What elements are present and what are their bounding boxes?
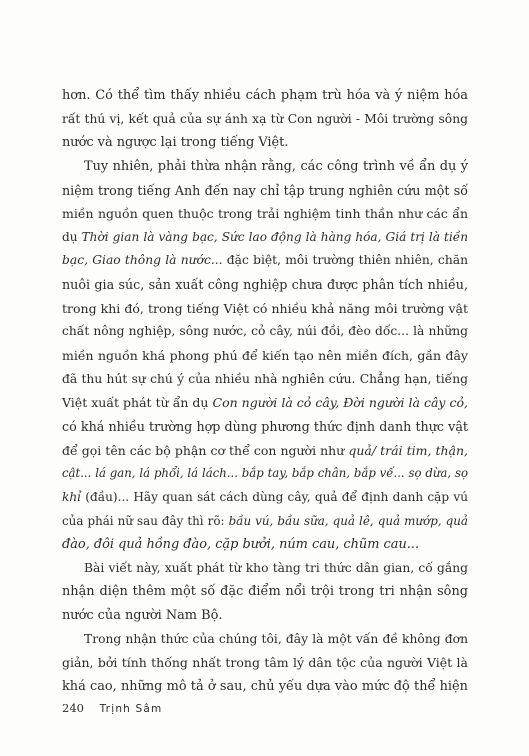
text-run: Việt xuất phát từ ẩn dụ (62, 395, 213, 411)
text-run: nuôi gia súc, sản xuất công nghiệp chưa được phân tích nhiều, (62, 277, 468, 293)
italic-text: bầu vú, bầu sữa, quả lê, quả mướp, quả (228, 513, 468, 528)
text-run: đặc biệt, môi trường thiên nhiên, chăn (222, 253, 468, 268)
text-run: rất thú vị, kết quả của sự ánh xạ từ Con người - Môi trường sông (62, 111, 468, 126)
text-line (62, 155, 468, 179)
text-run: đã thu hút sự chú ý của nhiều nhà nghiên cứu. Chẳng hạn, tiếng (62, 371, 468, 386)
text-line (62, 249, 468, 273)
text-line (62, 462, 468, 486)
text-line (62, 628, 468, 652)
text-run: (đầu)... Hãy quan sát cách dùng cây, quả để định danh cặp vú (81, 489, 468, 504)
text-run: trong khi đó, trong tiếng Việt có nhiều khả năng môi trường vật (62, 300, 468, 316)
text-line (62, 675, 468, 699)
text-run: để gọi tên các bộ phận cơ thể con người như (62, 442, 349, 458)
text-line (62, 604, 468, 628)
page-number: 240 (62, 701, 84, 715)
text-line (62, 533, 468, 557)
text-run: khá cao, những mô tả ở sau, chủ yếu dựa vào mức độ thể hiện (62, 679, 468, 695)
italic-text: đào, đôi quả hồng đào, cặp bưởi, núm cau, chũm cau... (62, 537, 420, 553)
text-line (62, 320, 468, 344)
body-text (62, 84, 468, 699)
text-line (62, 226, 468, 250)
text-line (62, 391, 468, 415)
italic-text: bạc, Giao thông là nước... (62, 253, 223, 268)
text-run: của phái nữ sau đây thì rõ: (62, 513, 229, 528)
text-line (62, 202, 468, 226)
page-footer (62, 701, 163, 715)
text-run: dụ (62, 229, 82, 244)
text-line (62, 651, 468, 675)
text-run: chất nông nghiệp, sông nước, cỏ cây, núi đồi, đèo dốc... là những (62, 324, 468, 339)
text-line (62, 84, 468, 108)
paragraph (62, 84, 468, 155)
text-run: miền nguồn khá phong phú để kiến tạo nên miền đích, gần đây (62, 348, 468, 364)
text-run: có khá nhiều trường hợp dùng phương thức định danh thực vật (62, 418, 468, 434)
paragraph (62, 557, 468, 628)
text-run: Trong nhận thức của chúng tôi, đây là một vấn đề không đơn (84, 631, 468, 646)
text-line (62, 510, 468, 534)
text-run: giản, bởi tính thống nhất trong tâm lý dân tộc của người Việt là (62, 655, 468, 671)
italic-text: Thời gian là vàng bạc, Sức lao động là hàng hóa, Giá trị là tiền (81, 229, 468, 244)
text-run: nước và ngược lại trong tiếng Việt. (62, 135, 289, 151)
paragraph (62, 628, 468, 699)
italic-text: quả/ trái tim, thận, (348, 442, 469, 458)
italic-text: cật... lá gan, lá phổi, lá lách... bắp tay, bắp chân, bắp vế... sọ dừa, sọ (62, 466, 468, 481)
text-run: miền nguồn quen thuộc trong trải nghiệm tinh thần như các ẩn (62, 206, 468, 222)
text-line (62, 557, 468, 581)
running-author: Trịnh Sâm (99, 703, 163, 715)
paragraph (62, 155, 468, 557)
text-line (62, 179, 468, 203)
text-line (62, 131, 468, 155)
text-run: nước của người Nam Bộ. (62, 608, 223, 624)
italic-text: khỉ (62, 489, 81, 504)
text-line (62, 486, 468, 510)
text-line (62, 344, 468, 368)
text-line (62, 580, 468, 604)
text-run: hơn. Có thể tìm thấy nhiều cách phạm trù hóa và ý niệm hóa (62, 88, 468, 103)
italic-text: Con người là cỏ cây, Đời người là cây cỏ, (212, 395, 468, 411)
text-line (62, 439, 468, 463)
text-line (62, 273, 468, 297)
text-run: niệm trong tiếng Anh đến nay chỉ tập trung nghiên cứu một số (62, 182, 468, 198)
text-run: Bài viết này, xuất phát từ kho tàng tri thức dân gian, cố gắng (84, 560, 468, 575)
text-line (62, 368, 468, 392)
text-line (62, 297, 468, 321)
text-run: Tuy nhiên, phải thừa nhận rằng, các công trình về ẩn dụ ý (84, 158, 468, 174)
text-line (62, 415, 468, 439)
text-run: nhận diện thêm một số đặc điểm nổi trội trong tri nhận sông (62, 584, 468, 600)
text-line (62, 108, 468, 132)
